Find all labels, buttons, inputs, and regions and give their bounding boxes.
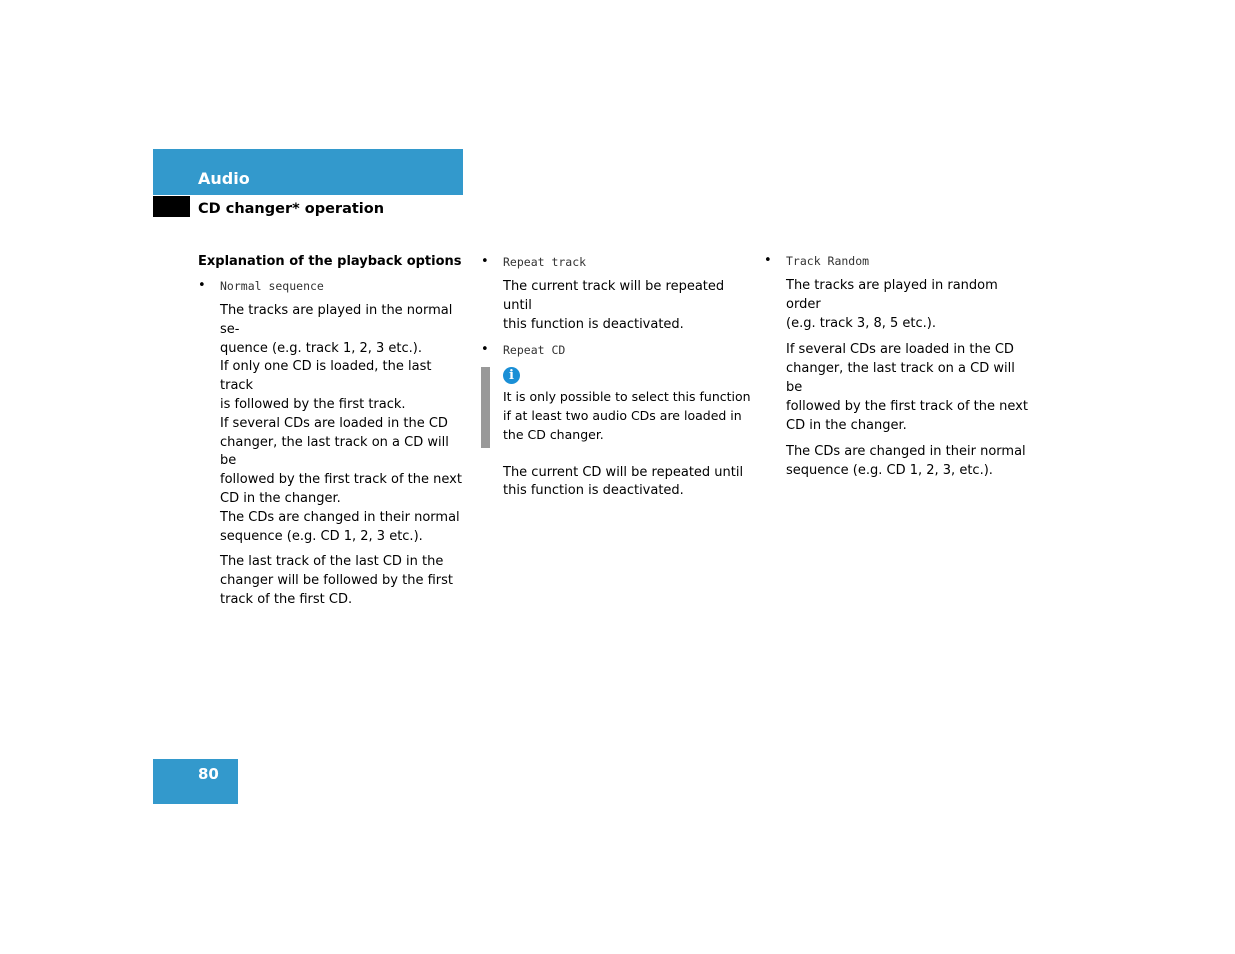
bullet-repeat-track xyxy=(481,253,751,271)
text-line: It is only possible to select this function xyxy=(503,389,751,405)
option-label: Repeat track xyxy=(503,255,587,269)
text-line: this function is deactivated. xyxy=(503,316,684,332)
text-line: changer, the last track on a CD will be xyxy=(220,434,449,469)
text-line: CD in the changer. xyxy=(786,417,907,433)
info-note xyxy=(481,367,751,444)
note-bar xyxy=(481,367,490,448)
text-line: this function is deactivated. xyxy=(503,483,684,499)
text-line: is followed by the first track. xyxy=(220,396,406,412)
bullet-dot: • xyxy=(481,342,489,358)
paragraph xyxy=(764,341,1034,435)
bullet-dot: • xyxy=(198,278,206,293)
text-line: If only one CD is loaded, the last track xyxy=(220,359,432,394)
paragraph xyxy=(198,553,468,609)
bullet-dot: • xyxy=(764,253,772,268)
bullet-repeat-cd xyxy=(481,341,751,359)
text-line: CD in the changer. xyxy=(220,490,341,506)
paragraph xyxy=(764,443,1034,481)
option-label: Track Random xyxy=(786,254,870,268)
paragraph xyxy=(198,302,468,546)
text-line: The tracks are played in the normal se- xyxy=(220,303,453,337)
note-text xyxy=(503,388,751,444)
section-marker xyxy=(153,196,190,217)
page-number-box xyxy=(153,759,238,804)
column-1 xyxy=(198,253,468,610)
paragraph xyxy=(481,278,751,334)
text-line: changer, the last track on a CD will be xyxy=(786,361,1015,395)
text-line: if at least two audio CDs are loaded in xyxy=(503,407,742,423)
text-line: The current track will be repeated until xyxy=(503,279,725,313)
option-label: Normal sequence xyxy=(220,279,324,293)
bullet-dot: • xyxy=(481,254,489,269)
text-line: track of the first CD. xyxy=(220,591,353,607)
text-line: followed by the first track of the next xyxy=(786,398,1028,414)
subsection-title: CD changer* operation xyxy=(198,201,385,217)
option-label: Repeat CD xyxy=(503,343,566,358)
bullet-track-random xyxy=(764,252,1034,270)
text-line: quence (e.g. track 1, 2, 3 etc.). xyxy=(220,340,422,356)
text-line: The CDs are changed in their normal xyxy=(220,509,460,525)
column-3 xyxy=(764,252,1034,481)
bullet-normal-sequence xyxy=(198,277,468,295)
column-2 xyxy=(481,253,751,501)
text-line: The last track of the last CD in the xyxy=(220,554,444,570)
text-line: (e.g. track 3, 8, 5 etc.). xyxy=(786,315,936,331)
text-line: followed by the first track of the next xyxy=(220,472,462,488)
info-icon: i xyxy=(503,367,520,384)
page-number: 80 xyxy=(198,765,219,783)
paragraph xyxy=(481,464,751,502)
text-line: The tracks are played in random order xyxy=(786,278,998,312)
text-line: The CDs are changed in their normal xyxy=(786,444,1026,460)
text-line: the CD changer. xyxy=(503,426,604,442)
paragraph xyxy=(764,277,1034,333)
text-line: If several CDs are loaded in the CD xyxy=(220,415,448,431)
text-line: The current CD will be repeated until xyxy=(503,464,744,480)
text-line: changer will be followed by the first xyxy=(220,573,453,589)
section-heading: Explanation of the playback options xyxy=(198,254,462,269)
text-line: sequence (e.g. CD 1, 2, 3, etc.). xyxy=(786,463,993,479)
text-line: If several CDs are loaded in the CD xyxy=(786,342,1014,358)
text-line: sequence (e.g. CD 1, 2, 3 etc.). xyxy=(220,528,423,544)
section-title: Audio xyxy=(198,169,250,188)
